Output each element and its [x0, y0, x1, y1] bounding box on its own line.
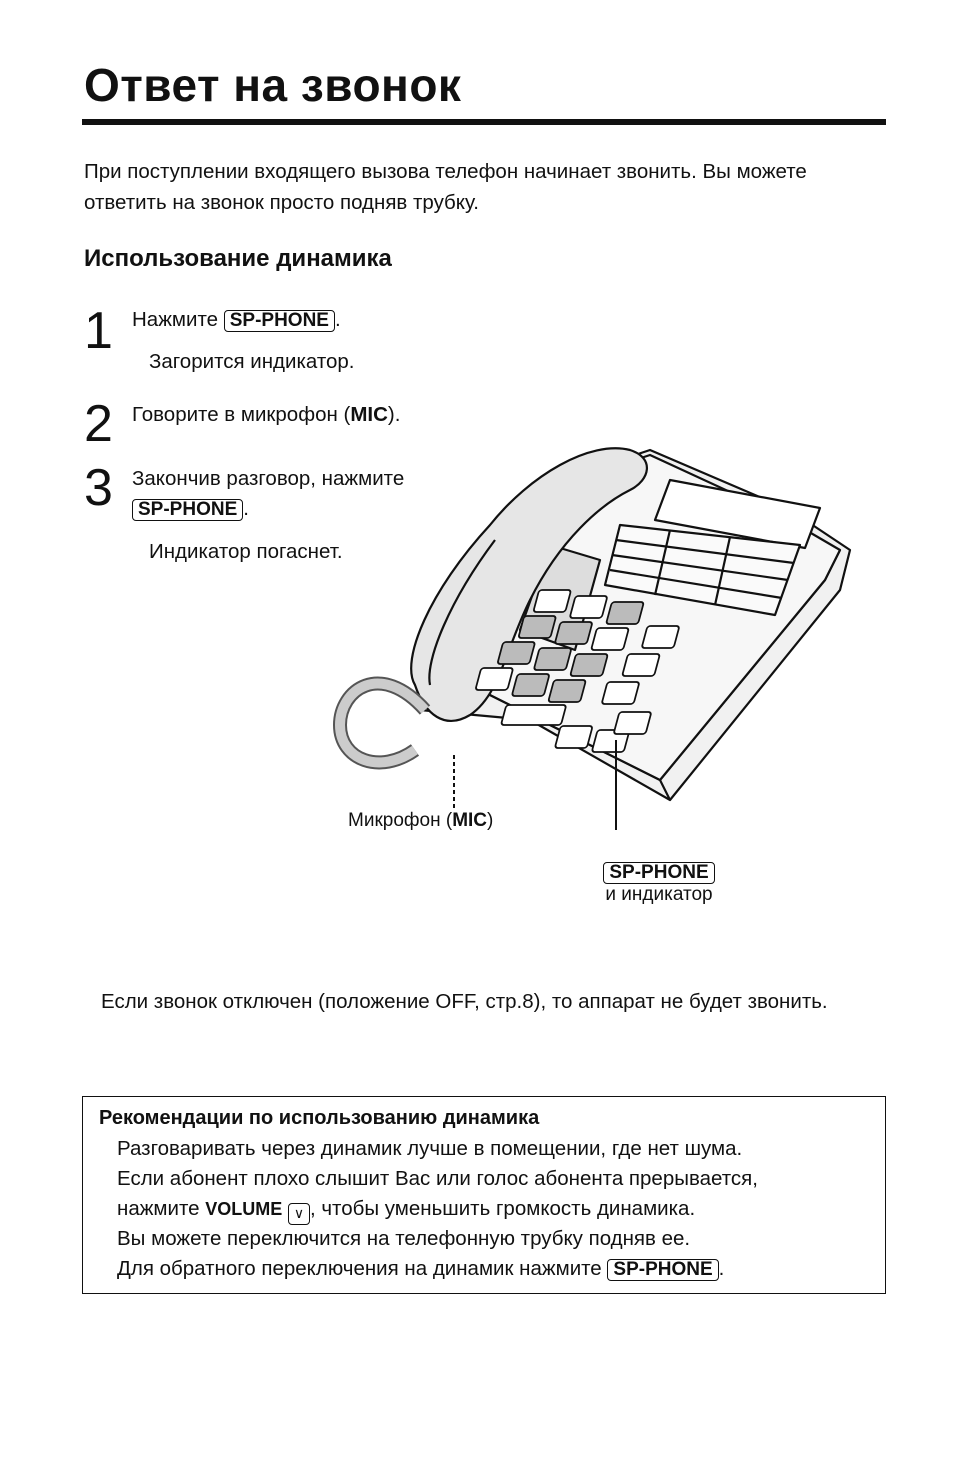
intro-paragraph: При поступлении входящего вызова телефон начинает звонить. Вы можете ответить на звонок просто подняв трубку.: [84, 160, 807, 214]
tips-line-1: Разговаривать через динамик лучше в помещении, где нет шума.: [117, 1137, 743, 1160]
step-1-result: Загорится индикатор.: [149, 350, 355, 373]
step-1-text-after: .: [334, 308, 341, 331]
step-3-result: Индикатор погаснет.: [149, 540, 343, 563]
step-2-number: 2: [84, 395, 113, 453]
step-1-text: [132, 305, 341, 335]
sp-phone-key: SP-PHONE: [607, 1259, 718, 1281]
step-1-text-before: Нажмите: [132, 308, 224, 331]
mic-label-after: ): [487, 810, 494, 831]
tips-title: Рекомендации по использованию динамика: [99, 1107, 540, 1129]
step-3-text-after: .: [243, 497, 249, 520]
mic-label-bold: MIC: [452, 810, 488, 831]
step-3-number: 3: [84, 459, 113, 517]
sp-phone-key: SP-PHONE: [603, 862, 714, 884]
step-2-text-before: Говорите в микрофон (: [132, 403, 351, 426]
sp-phone-key: SP-PHONE: [132, 499, 243, 521]
sp-phone-caption: и индикатор: [605, 884, 713, 905]
step-3-text-before: Закончив разговор, нажмите: [132, 467, 405, 490]
step-2-text: [132, 400, 400, 430]
tips-line-3-after: , чтобы уменьшить громкость динамика.: [309, 1197, 696, 1220]
section-title: Использование динамика: [84, 245, 392, 272]
step-2-bold: MIC: [350, 403, 388, 426]
step-3-key-line: [132, 494, 249, 524]
tips-line-3: [117, 1197, 695, 1225]
title-rule: [82, 119, 886, 125]
step-2-text-after: ).: [387, 403, 401, 426]
page-title: Ответ на звонок: [84, 59, 462, 111]
volume-label: VOLUME: [205, 1199, 283, 1219]
ringer-note: Если звонок отключен (положение OFF, стр.8), то аппарат не будет звонить.: [101, 990, 828, 1013]
tips-line-5: [117, 1257, 724, 1281]
tips-line-2: Если абонент плохо слышит Вас или голос абонента прерывается,: [117, 1167, 758, 1190]
tips-line-4: Вы можете переключится на телефонную трубку подняв ее.: [117, 1227, 691, 1250]
tips-line-5-after: .: [718, 1257, 725, 1280]
tips-line-3-before: нажмите: [117, 1197, 206, 1220]
telephone-illustration: [320, 430, 860, 830]
mic-label: [348, 810, 493, 832]
sp-phone-callout: [594, 862, 724, 906]
mic-label-before: Микрофон (: [348, 810, 453, 831]
tips-line-5-before: Для обратного переключения на динамик нажмите: [117, 1257, 608, 1280]
volume-down-icon: ∨: [288, 1203, 310, 1225]
tips-box: [82, 1096, 886, 1294]
sp-phone-key: SP-PHONE: [224, 310, 335, 332]
step-1-number: 1: [84, 302, 113, 360]
